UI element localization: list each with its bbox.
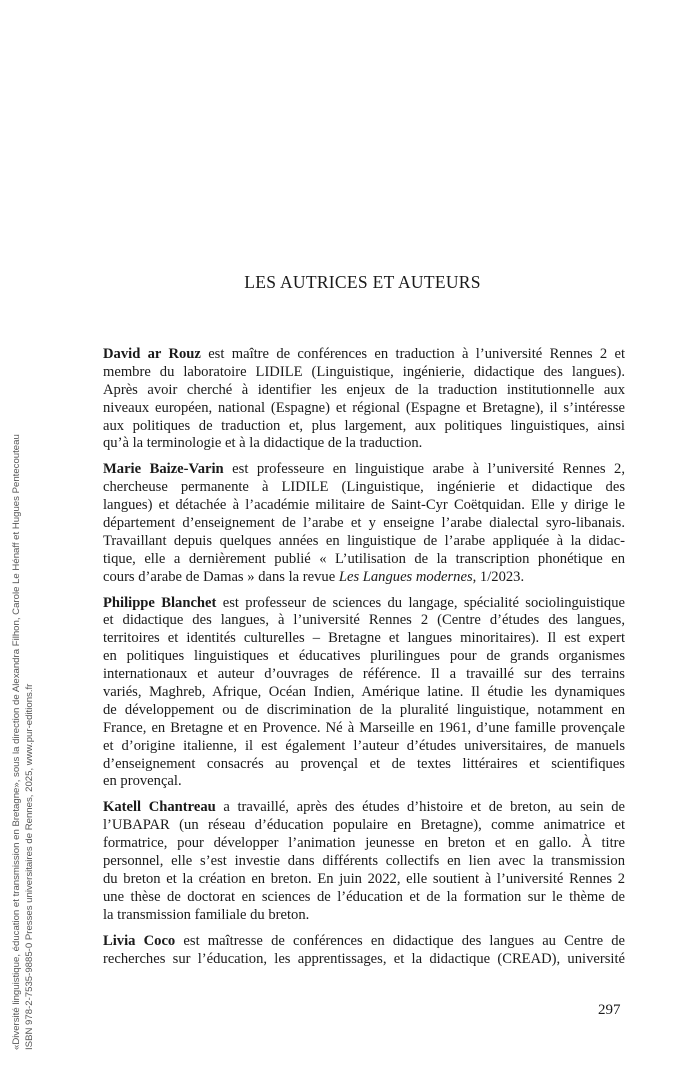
bio-text: est professeure en linguistique arabe à l’université Rennes 2, (223, 461, 625, 478)
contributor-bio (103, 933, 625, 969)
contributor-name: Marie Baize-Varin (103, 461, 224, 478)
bio-text: cours d’arabe de Damas » dans la revue (103, 568, 339, 585)
bio-text: est maîtresse de conférences en didactique des langues au Centre de (175, 932, 625, 949)
bio-text: d’enseignement consacrés au provençal et de textes littéraires et scientifiques (103, 755, 625, 772)
bio-text: membre du laboratoire LIDILE (Linguistique, ingénierie, didactique des langues). (103, 363, 625, 380)
bio-text: chercheuse permanente à LIDILE (Linguistique, ingénierie et didactique des (103, 479, 625, 496)
contributor-name: David ar Rouz (103, 346, 201, 362)
bio-text: en provençal. (103, 773, 182, 790)
bio-line (103, 933, 625, 951)
bio-text: est professeur de sciences du langage, spécialité sociolinguistique (216, 594, 625, 611)
page-number: 297 (598, 1002, 621, 1018)
bio-text: est maître de conférences en traduction à l’université Rennes 2 et (200, 346, 625, 362)
journal-title: Les Langues modernes (338, 568, 473, 585)
bio-text: en politiques linguistiques et éducatives plurilingues pour de grands organismes (103, 648, 625, 665)
bio-text: , 1/2023. (472, 568, 525, 585)
bio-line (103, 738, 625, 756)
bio-line (103, 479, 625, 497)
bio-text: langues) et détachée à l’académie militaire de Saint-Cyr Coëtquidan. Elle y dirige le (103, 497, 625, 514)
bio-line (103, 533, 625, 551)
bio-text: de développement ou de discrimination de la pluralité linguistique, notamment en (103, 701, 625, 718)
copyright-line: ISBN 978-2-7535-9885-0 Presses universitaires de Rennes, 2025, www.pur-editions.fr (24, 683, 35, 1050)
contributor-bio (103, 799, 625, 924)
bio-line (103, 630, 625, 648)
bio-line (103, 907, 625, 925)
page-title: LES AUTRICES ET AUTEURS (244, 272, 481, 292)
contributor-name: Livia Coco (103, 932, 176, 949)
bio-line (103, 382, 625, 400)
bio-text: recherches sur l’éducation, les apprentissages, et la didactique (CREAD), université (103, 950, 625, 967)
contributor-bio (103, 595, 625, 792)
contributor-name: Philippe Blanchet (103, 594, 217, 611)
bio-text: personnel, elle s’est investie dans différents collectifs en lien avec la transmission (103, 853, 625, 870)
bio-line (103, 756, 625, 774)
bio-text: formatrice, pour développer l’animation jeunesse en breton et en gallo. À titre (103, 835, 625, 852)
bio-text: France, en Bretagne et en Provence. Né à Marseille en 1961, d’une famille provençale (103, 719, 625, 736)
bio-text: qu’à la terminologie et à la didactique de la traduction. (103, 435, 423, 452)
bio-text: a travaillé, après des études d’histoire et de breton, au sein de (215, 799, 626, 816)
bio-line (103, 720, 625, 738)
bio-line (103, 684, 625, 702)
bio-text: territoires et identités culturelles – Bretagne et langues minoritaires). Il est expert (103, 630, 625, 647)
bio-text: et didactique des langues, à l’université Rennes 2 (Centre d’études des langues, (103, 612, 625, 629)
bio-text: Après avoir cherché à identifier les enjeux de la traduction institutionnelle aux (103, 381, 625, 398)
bio-line (103, 400, 625, 418)
bio-line (103, 889, 625, 907)
copyright-notice (10, 434, 36, 1050)
bio-line (103, 461, 625, 479)
bio-line (103, 702, 625, 720)
bio-text: Travaillant depuis quelques années en linguistique de l’arabe appliquée à la didac- (103, 532, 625, 549)
bio-line (103, 497, 625, 515)
bio-text: aux politiques de traduction et, plus largement, aux politiques linguistiques, ainsi (103, 417, 625, 434)
bio-line (103, 773, 625, 791)
bio-line (103, 871, 625, 889)
contributors-list (103, 346, 625, 976)
bio-line (103, 951, 625, 969)
contributor-name: Katell Chantreau (103, 799, 216, 816)
bio-line (103, 853, 625, 871)
bio-line (103, 364, 625, 382)
bio-line (103, 666, 625, 684)
contributor-bio (103, 461, 625, 586)
bio-line (103, 835, 625, 853)
bio-line (103, 648, 625, 666)
bio-text: et d’origine italienne, il est également l’auteur d’études universitaires, de manuels (103, 737, 625, 754)
bio-text: l’UBAPAR (un réseau d’éducation populaire en Bretagne), comme animatrice et (103, 817, 625, 834)
bio-line (103, 515, 625, 533)
bio-line (103, 569, 625, 587)
bio-text: du breton et la création en breton. En juin 2022, elle soutient à l’université Rennes 2 (103, 870, 625, 887)
bio-text: une thèse de doctorat en sciences de l’éducation et de la formation sur le thème de (103, 888, 625, 905)
bio-text: variés, Maghreb, Afrique, Océan Indien, Amérique latine. Il étudie les dynamiques (103, 684, 625, 701)
contributor-bio (103, 346, 625, 453)
bio-text: niveaux européen, national (Espagne) et régional (Espagne et Bretagne), il s’intéresse (103, 399, 625, 416)
bio-text: département d’enseignement de l’arabe et y enseigne l’arabe dialectal syro-libanais. (103, 515, 625, 532)
bio-line (103, 595, 625, 613)
bio-line (103, 551, 625, 569)
bio-line (103, 435, 625, 453)
copyright-line: «Diversité linguistique, éducation et transmission en Bretagne», sous la direction de Alexandra Filhon, Carole Le Hénaff et Hugues Pentecouteau (11, 434, 22, 1050)
bio-line (103, 612, 625, 630)
bio-line (103, 346, 625, 364)
bio-text: internationaux et auteur d’ouvrages de référence. Il a travaillé sur des terrains (103, 666, 625, 683)
bio-text: la transmission familiale du breton. (103, 906, 310, 923)
bio-text: tique, elle a dernièrement publié « L’utilisation de la transcription phonétique en (103, 550, 625, 567)
bio-line (103, 817, 625, 835)
bio-line (103, 799, 625, 817)
bio-line (103, 418, 625, 436)
